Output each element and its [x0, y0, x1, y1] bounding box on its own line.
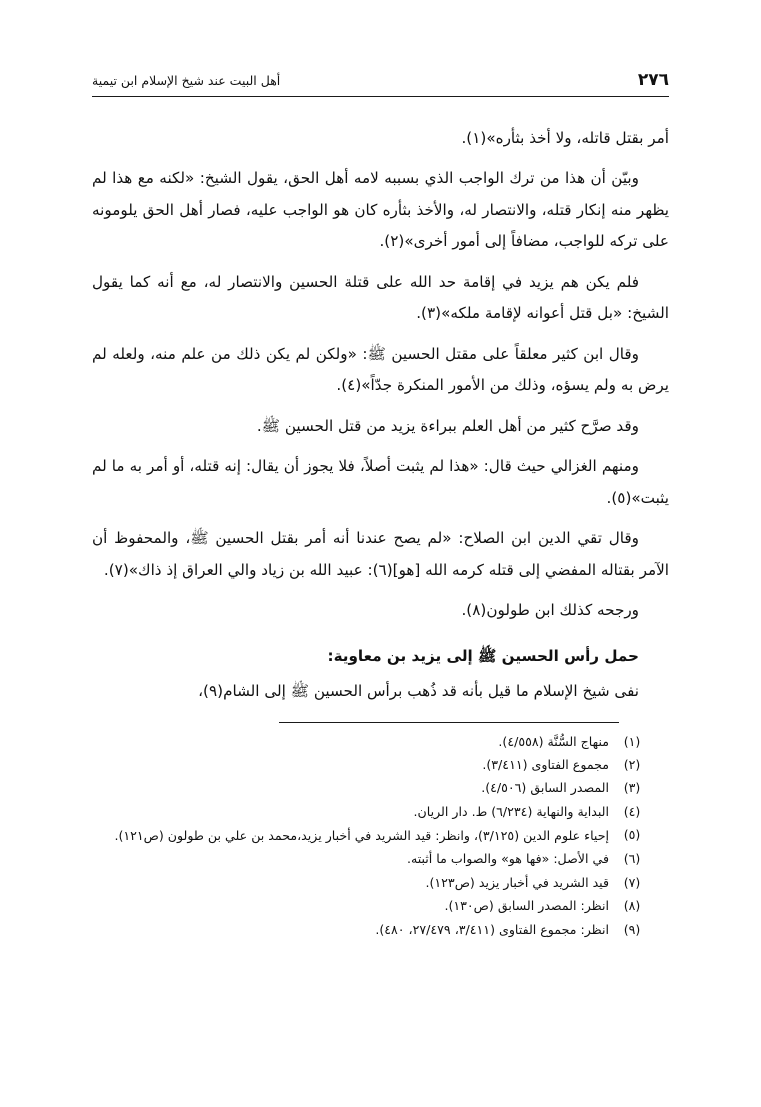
- footnote-number: (٥): [623, 827, 641, 843]
- footnote-number: (٧): [623, 874, 641, 890]
- footnote-number: (١): [623, 733, 641, 749]
- footnote-item: [92, 777, 655, 799]
- footnote-text: البداية والنهاية (٦/٢٣٤) ط. دار الريان.: [413, 803, 609, 819]
- footnote-number: (٤): [623, 803, 641, 819]
- footnote-item: [92, 895, 655, 917]
- footnote-text: قيد الشريد في أخبار يزيد (ص١٢٣).: [425, 874, 609, 890]
- body-paragraph: نفى شيخ الإسلام ما قيل بأنه قد ذُهب برأس الحسين ﷺ إلى الشام(٩)،: [198, 682, 639, 701]
- footnote-number: (٦): [623, 851, 641, 867]
- book-title: أهل البيت عند شيخ الإسلام ابن تيمية: [92, 73, 281, 88]
- footnote-item: [92, 731, 655, 753]
- footnote-text: مجموع الفتاوى (٣/٤١١).: [482, 756, 609, 772]
- footnote-number: (٩): [623, 921, 641, 937]
- footnote-text: في الأصل: «فها هو» والصواب ما أثبته.: [406, 851, 609, 867]
- body-paragraph: وقال تقي الدين ابن الصلاح: «لم يصح عندنا أنه أمر بقتل الحسين ﷺ، والمحفوظ أن الآمر بقتاله المفضي إلى قتله كرمه الله [هو](٦): عبيد الله بن زياد والي العراق إذ ذاك»(٧).: [92, 529, 669, 579]
- footnote-divider: [279, 722, 619, 723]
- page-header: [92, 70, 669, 90]
- body-paragraph: ورجحه كذلك ابن طولون(٨).: [461, 601, 639, 620]
- footnote-text: منهاج السُّنَّة (٤/٥٥٨).: [498, 733, 609, 749]
- footnote-text: انظر: مجموع الفتاوى (٣/٤١١، ٢٧/٤٧٩، ٤٨٠).: [375, 921, 609, 937]
- footnote-item: [92, 754, 655, 776]
- body-paragraph: وقد صرَّح كثير من أهل العلم ببراءة يزيد من قتل الحسين ﷺ.: [256, 416, 639, 435]
- footnote-number: (٨): [623, 898, 641, 914]
- body-paragraph: ومنهم الغزالي حيث قال: «هذا لم يثبت أصلاً، فلا يجوز أن يقال: إنه قتله، أو أمر به ما لم يثبت»(٥).: [92, 457, 669, 507]
- footnote-text: إحياء علوم الدين (٣/١٢٥)، وانظر: قيد الشريد في أخبار يزيد،محمد بن علي بن طولون (ص١٢١).: [114, 828, 609, 844]
- page-body: [92, 123, 669, 708]
- footnote-text: المصدر السابق (٤/٥٠٦).: [481, 780, 609, 796]
- footnote-number: (٢): [623, 756, 641, 772]
- body-paragraph: فلم يكن هم يزيد في إقامة حد الله على قتلة الحسين والانتصار له، مع أنه كما يقول الشيخ: «بل قتل أعوانه لإقامة ملكه»(٣).: [92, 272, 669, 323]
- footnote-number: (٣): [623, 780, 641, 796]
- body-paragraph: وقال ابن كثير معلقاً على مقتل الحسين ﷺ: «ولكن لم يكن ذلك من علم منه، ولعله لم يرض به ولم يسؤه، وذلك من الأمور المنكرة جدّاً»(٤).: [92, 344, 669, 395]
- body-paragraph: أمر بقتل قاتله، ولا أخذ بثأره»(١).: [461, 129, 669, 147]
- footnote-item: [92, 919, 655, 941]
- body-paragraph: وبيّن أن هذا من ترك الواجب الذي بسببه لامه أهل الحق، يقول الشيخ: «لكنه مع هذا لم يظهر منه إنكار قتله، والانتصار له، والأخذ بثأره كان هو الواجب عليه، فصار أهل الحق يلومونه على تركه للواجب، مضافاً إلى أمور أخرى»(٢).: [92, 169, 669, 251]
- footnotes-list: [92, 731, 669, 942]
- footnote-text: انظر: المصدر السابق (ص١٣٠).: [444, 898, 609, 914]
- footnote-item: [92, 848, 655, 870]
- section-heading: حمل رأس الحسين ﷺ إلى يزيد بن معاوية:: [327, 646, 639, 665]
- footnote-item: [92, 872, 655, 894]
- footnote-item: [92, 801, 655, 823]
- page-number: ٢٧٦: [637, 70, 669, 90]
- header-divider: [92, 96, 669, 97]
- footnote-item: [92, 824, 655, 847]
